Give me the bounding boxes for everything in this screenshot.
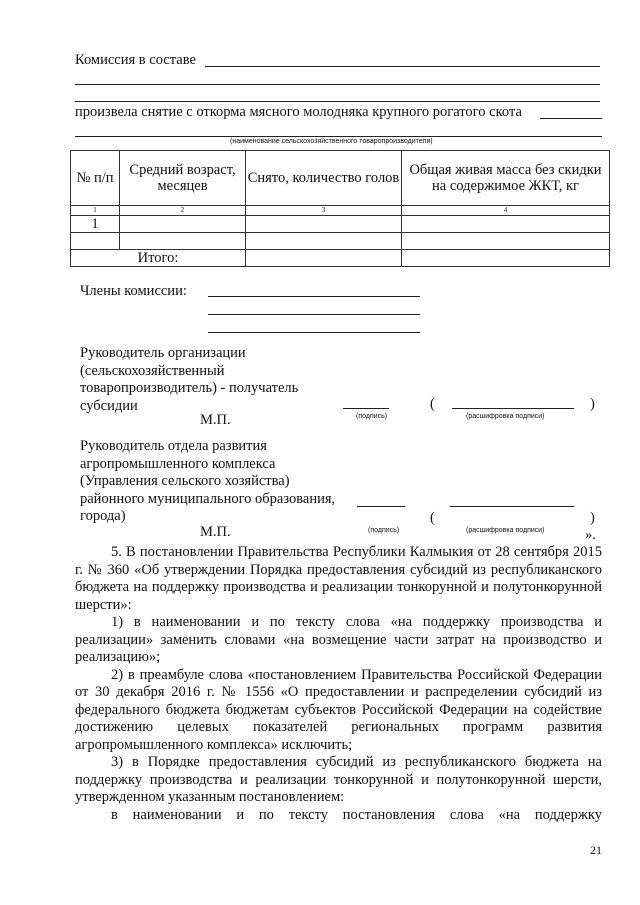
signature-line [343,408,389,409]
header-number: № п/п [71,151,120,206]
cell [402,250,610,267]
page-number: 21 [590,843,602,857]
col-number: 4 [402,206,610,216]
paragraph: 5. В постановлении Правительства Республики Калмыкия от 28 сентября 2015 г. № 360 «Об утверждении Порядка предоставления субсидий из республиканского бюджета на поддержку производства и реализации тонкорунной и полутонкорунной шерсти»: [75,544,602,613]
commission-line [75,101,600,102]
head-org-label: Руководитель организации (сельскохозяйственный товаропроизводитель) - получатель субсидии [80,345,299,414]
table-row [71,216,610,233]
cell [71,233,120,250]
cell [402,216,610,233]
col-number: 1 [71,206,120,216]
stamp-label: М.П. [200,412,231,428]
decoding-caption: (расшифровка подписи) [466,413,545,420]
paragraph: в наименовании и по тексту постановления слова «на поддержку [111,806,602,823]
producer-line [540,118,602,119]
signature-caption: (подпись) [356,413,388,420]
paragraph: 3) в Порядке предоставления субсидий из республиканского бюджета на поддержку производства и реализации тонкорунной и полутонкорунной шерсти, утвержденном указанным постановлением: [75,754,602,805]
end-quote: ». [585,527,596,543]
header-mass: Общая живая масса без скидки на содержимое ЖКТ, кг [402,151,610,206]
cell [402,233,610,250]
signature-line [357,506,405,507]
livestock-table [70,150,610,267]
decoding-caption: (расшифровка подписи) [466,527,545,534]
close-paren: ) [590,510,595,526]
header-count: Снято, количество голов [246,151,402,206]
total-label: Итого: [71,250,246,267]
col-number: 3 [246,206,402,216]
members-label: Члены комиссии: [80,283,187,299]
commission-label: Комиссия в составе [75,52,196,68]
commission-line [75,84,600,85]
member-line [208,332,420,333]
paragraph: 1) в наименовании и по тексту слова «на поддержку производства и реализации» заменить словами «на возмещение части затрат на производство и реализацию»; [75,614,602,665]
cell [120,216,246,233]
cell: 1 [71,216,120,233]
head-dept-label: Руководитель отдела развития агропромышленного комплекса (Управления сельского хозяйства) районного муниципального образования, города) [80,438,336,524]
cell [246,216,402,233]
member-line [208,296,420,297]
cell [120,233,246,250]
open-paren: ( [430,510,435,526]
producer-caption: (наименование сельскохозяйственного товаропроизводителя) [230,138,433,145]
paragraph: 2) в преамбуле слова «постановлением Правительства Российской Федерации от 30 декабря 2016 г. № 1556 «О предоставлении и распределении субсидий из федерального бюджета бюджетам субъектов Российской Федерации на содействие достижению целевых показателей региональных программ развития агропромышленного комплекса» исключить; [75,666,602,753]
cell [246,250,402,267]
signature-caption: (подпись) [368,527,400,534]
body-text [75,544,602,824]
stamp-label: М.П. [200,524,231,540]
decoding-line [452,408,574,409]
col-number: 2 [120,206,246,216]
producer-line [75,136,602,137]
table-row [71,233,610,250]
close-paren: ) [590,396,595,412]
open-paren: ( [430,396,435,412]
decoding-line [450,506,574,507]
total-row [71,250,610,267]
commission-line [205,66,600,67]
member-line [208,314,420,315]
performed-text: произвела снятие с откорма мясного молодняка крупного рогатого скота [75,104,522,120]
cell [246,233,402,250]
header-age: Средний возраст, месяцев [120,151,246,206]
